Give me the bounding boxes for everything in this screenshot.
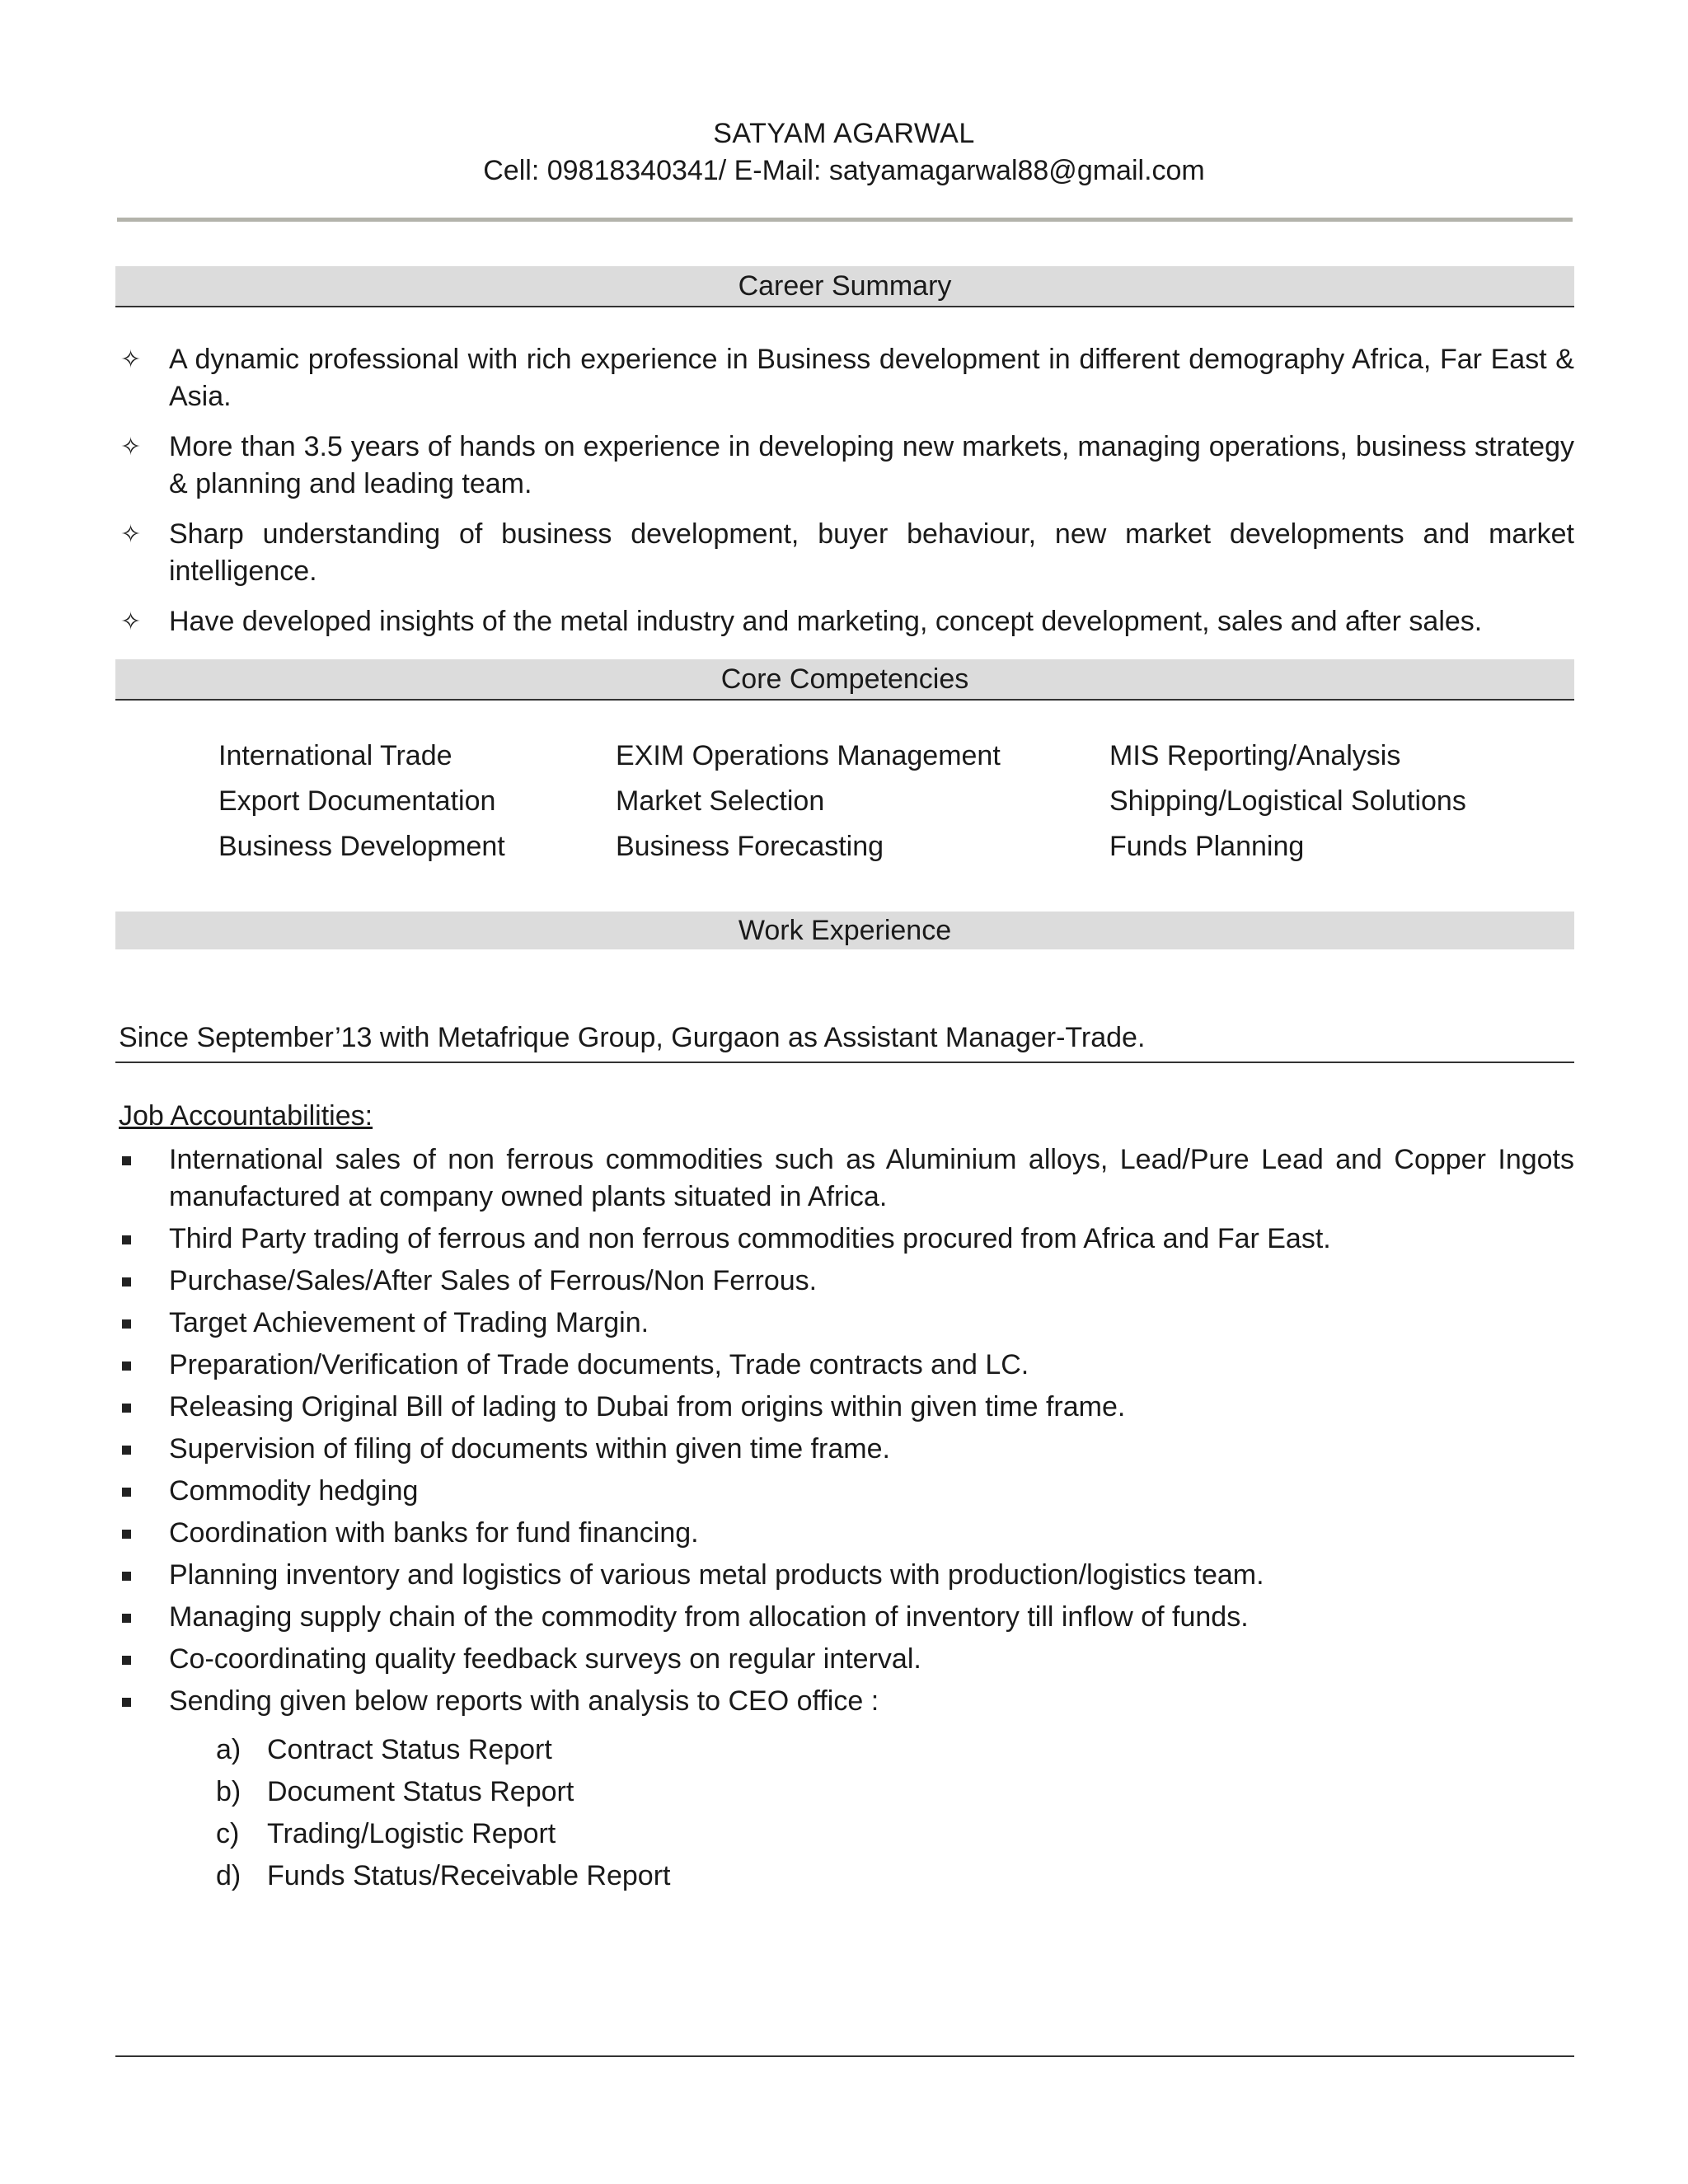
report-letter: c) [216, 1818, 240, 1849]
list-item: Coordination with banks for fund financing. [115, 1515, 1574, 1552]
square-bullet-icon [122, 1277, 131, 1286]
header-divider [117, 218, 1573, 222]
list-item: Releasing Original Bill of lading to Dubai from origins within given time frame. [115, 1389, 1574, 1426]
summary-item: ✧ A dynamic professional with rich experience in Business development in different demography Africa, Far East & Asia. [115, 341, 1574, 415]
list-item: Planning inventory and logistics of various metal products with production/logistics team. [115, 1557, 1574, 1594]
job-accountabilities-list [115, 1141, 1574, 1725]
competency-item: Funds Planning [1109, 831, 1305, 862]
list-item: Preparation/Verification of Trade documents, Trade contracts and LC. [115, 1347, 1574, 1384]
list-item: Sending given below reports with analysis to CEO office : [115, 1683, 1574, 1720]
star-bullet-icon: ✧ [120, 345, 142, 374]
list-item: Commodity hedging [115, 1473, 1574, 1510]
report-letter: b) [216, 1776, 241, 1807]
competency-item: International Trade [218, 740, 452, 771]
report-item: c) Trading/Logistic Report [216, 1813, 958, 1855]
competency-item: Export Documentation [218, 785, 496, 817]
employment-divider [115, 1062, 1574, 1063]
square-bullet-icon [122, 1446, 131, 1455]
list-item: Target Achievement of Trading Margin. [115, 1305, 1574, 1342]
reports-list [216, 1729, 958, 1897]
report-item: d) Funds Status/Receivable Report [216, 1855, 958, 1897]
competency-item: Shipping/Logistical Solutions [1109, 785, 1466, 817]
competency-item: EXIM Operations Management [616, 740, 1001, 771]
employment-line: Since September’13 with Metafrique Group, Gurgaon as Assistant Manager-Trade. [119, 1022, 1146, 1053]
candidate-name: SATYAM AGARWAL [713, 118, 975, 149]
list-item: Co-coordinating quality feedback surveys on regular interval. [115, 1641, 1574, 1678]
report-item: a) Contract Status Report [216, 1729, 958, 1771]
square-bullet-icon [122, 1572, 131, 1581]
square-bullet-icon [122, 1488, 131, 1497]
contact-line: Cell: 09818340341/ E-Mail: satyamagarwal88@gmail.com [483, 155, 1205, 186]
star-bullet-icon: ✧ [120, 607, 142, 636]
star-bullet-icon: ✧ [120, 433, 142, 462]
competency-column-3 [1109, 733, 1554, 869]
square-bullet-icon [122, 1530, 131, 1539]
summary-item: ✧ Sharp understanding of business development, buyer behaviour, new market developments and market intelligence. [115, 516, 1574, 590]
square-bullet-icon [122, 1361, 131, 1371]
competency-item: Market Selection [616, 785, 825, 817]
summary-item: ✧ Have developed insights of the metal industry and marketing, concept development, sales and after sales. [115, 603, 1574, 640]
star-bullet-icon: ✧ [120, 520, 142, 549]
list-item: International sales of non ferrous commodities such as Aluminium alloys, Lead/Pure Lead and Copper Ingots manufactured at company owned plants situated in Africa. [115, 1141, 1574, 1216]
job-accountabilities-heading: Job Accountabilities: [119, 1100, 373, 1132]
list-item: Purchase/Sales/After Sales of Ferrous/Non Ferrous. [115, 1263, 1574, 1300]
core-competencies-heading: Core Competencies [115, 659, 1574, 701]
competency-column-2 [616, 733, 1094, 869]
square-bullet-icon [122, 1698, 131, 1707]
career-summary-heading: Career Summary [115, 266, 1574, 307]
career-summary-list [115, 341, 1574, 654]
competency-item: Business Development [218, 831, 505, 862]
list-item: Supervision of filing of documents within given time frame. [115, 1431, 1574, 1468]
list-item: Third Party trading of ferrous and non ferrous commodities procured from Africa and Far East. [115, 1221, 1574, 1258]
square-bullet-icon [122, 1404, 131, 1413]
square-bullet-icon [122, 1235, 131, 1244]
list-item: Managing supply chain of the commodity from allocation of inventory till inflow of funds. [115, 1599, 1574, 1636]
report-letter: a) [216, 1734, 241, 1765]
square-bullet-icon [122, 1614, 131, 1623]
report-letter: d) [216, 1860, 241, 1891]
square-bullet-icon [122, 1156, 131, 1165]
competency-item: Business Forecasting [616, 831, 884, 862]
footer-divider [115, 2055, 1574, 2057]
summary-item: ✧ More than 3.5 years of hands on experience in developing new markets, managing operations, business strategy & planning and leading team. [115, 429, 1574, 503]
square-bullet-icon [122, 1319, 131, 1329]
square-bullet-icon [122, 1656, 131, 1665]
report-item: b) Document Status Report [216, 1771, 958, 1813]
work-experience-heading: Work Experience [115, 912, 1574, 949]
competency-column-1 [218, 733, 598, 869]
competency-item: MIS Reporting/Analysis [1109, 740, 1401, 771]
